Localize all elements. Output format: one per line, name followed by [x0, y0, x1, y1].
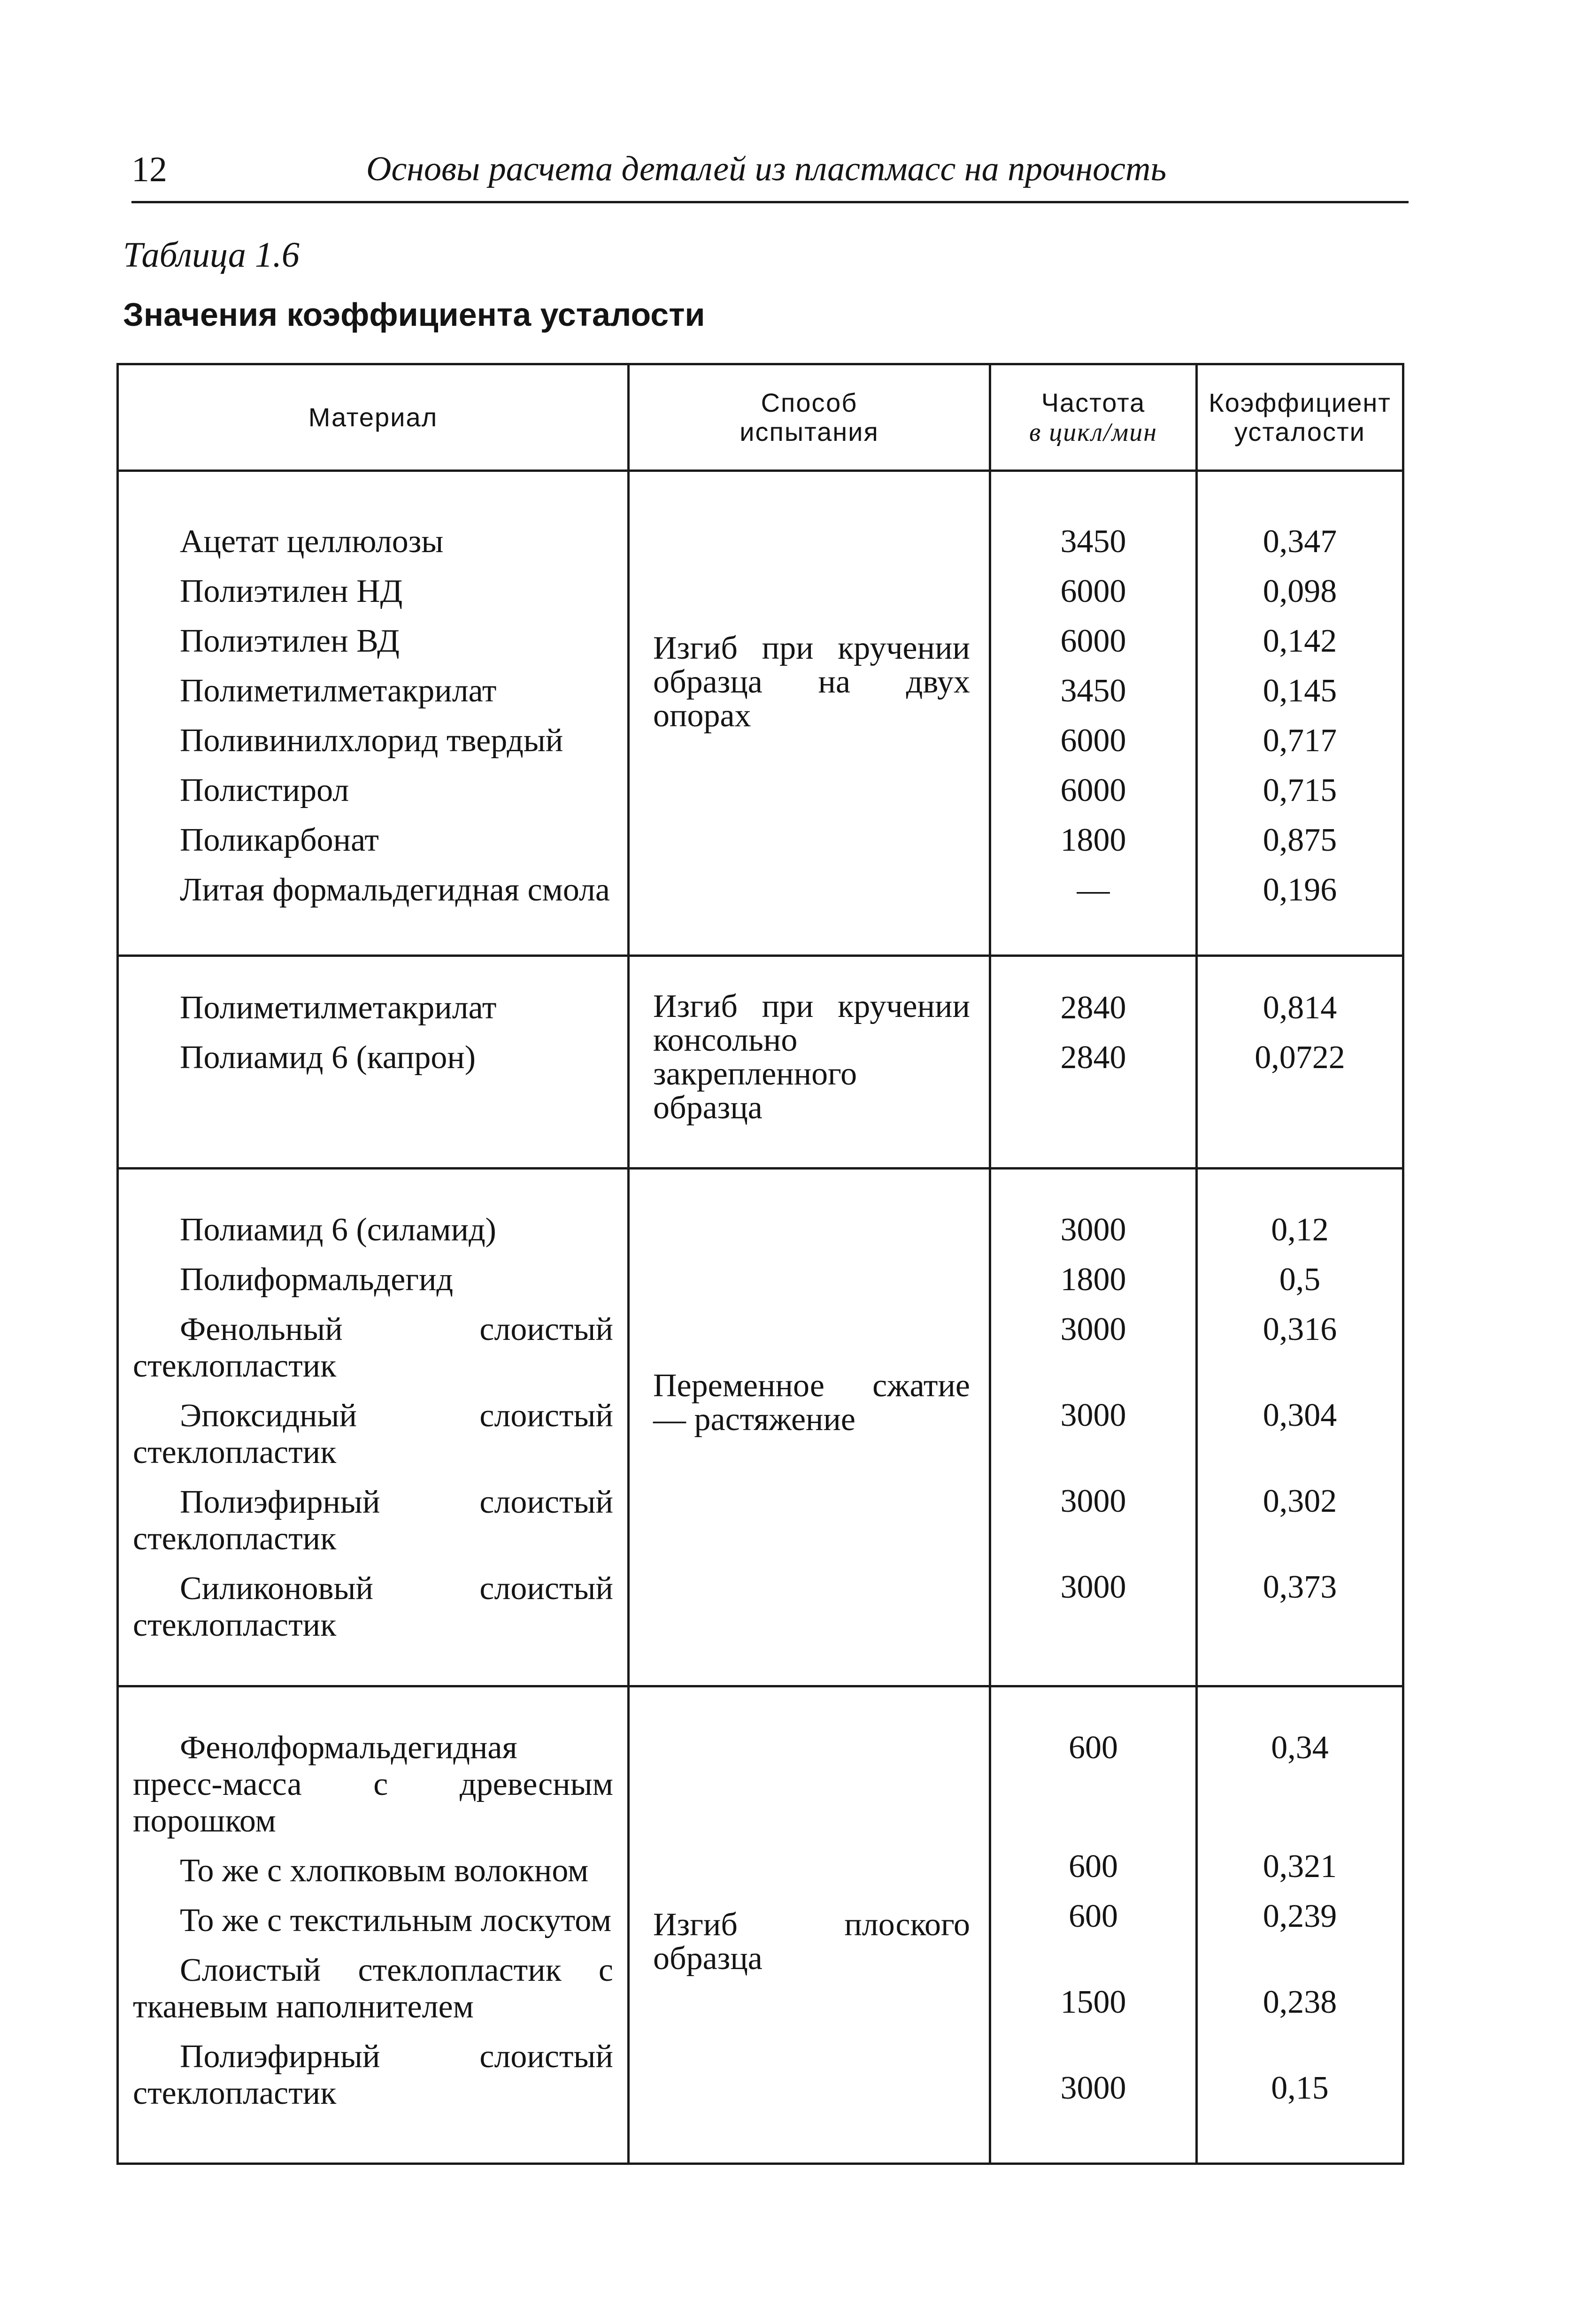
coefficient-value: 0,196: [1263, 872, 1337, 908]
col-header-method: Способ испытания: [629, 364, 990, 471]
frequency-cell: [990, 1169, 1197, 1686]
frequency-value: 1800: [1060, 1262, 1126, 1298]
coefficient-value: 0,715: [1263, 772, 1337, 808]
table-group-3: [118, 1169, 1403, 1686]
material-name: Полиамид 6 (капрон): [180, 1039, 476, 1076]
frequency-value: 3000: [1060, 1569, 1126, 1605]
frequency-value: 600: [1069, 1730, 1118, 1766]
frequency-value: 3000: [1060, 1212, 1126, 1248]
page-header: [131, 145, 1409, 203]
method-cell: [629, 1686, 990, 2164]
table-group-4: [118, 1686, 1403, 2164]
material-name: Силиконовый слоистый стеклопластик: [133, 1570, 613, 1643]
frequency-value: 6000: [1060, 623, 1126, 659]
table-caption: Таблица 1.6: [123, 235, 300, 275]
material-name: Полиамид 6 (силамид): [180, 1212, 496, 1248]
running-title: Основы расчета деталей из пластмасс на прочность: [366, 150, 1167, 188]
coefficient-value: 0,316: [1263, 1311, 1337, 1347]
frequency-cell: [990, 956, 1197, 1169]
material-name: Полиэтилен НД: [180, 573, 403, 609]
table-group-1: [118, 471, 1403, 956]
material-name: Полиформальдегид: [180, 1262, 454, 1298]
col-header-frequency: Частота в цикл/мин: [990, 364, 1197, 471]
coefficient-value: 0,717: [1263, 723, 1337, 759]
material-name: Ацетат целлюлозы: [180, 523, 444, 560]
test-method: Переменное сжатие — растяжение: [653, 1368, 970, 1438]
coefficient-value: 0,15: [1271, 2070, 1329, 2106]
frequency-value: 2840: [1060, 990, 1126, 1026]
material-name: Полиэфирный слоистый стеклопластик: [133, 2039, 613, 2111]
frequency-cell: [990, 1686, 1197, 2164]
table-header-row: [118, 364, 1403, 471]
materials-cell: [118, 1169, 629, 1686]
frequency-cell: [990, 471, 1197, 956]
material-name: Полиэфирный слоистый стеклопластик: [133, 1484, 613, 1557]
materials-cell: [118, 956, 629, 1169]
coefficient-value: 0,098: [1263, 573, 1337, 609]
materials-cell: [118, 471, 629, 956]
table-group-2: [118, 956, 1403, 1169]
coefficient-cell: [1197, 956, 1403, 1169]
method-cell: [629, 956, 990, 1169]
test-method: Изгиб при кручении образца на двух опорах: [653, 630, 970, 734]
fatigue-table: [116, 363, 1404, 2165]
frequency-value: 6000: [1060, 573, 1126, 609]
table-title: Значения коэффициента усталости: [123, 296, 705, 333]
frequency-value: 3450: [1060, 673, 1126, 709]
frequency-value: 3000: [1060, 2070, 1126, 2106]
coefficient-cell: [1197, 471, 1403, 956]
material-name: Полиэтилен ВД: [180, 623, 400, 659]
frequency-value: 1800: [1060, 822, 1126, 858]
material-name: Полиметилметакрилат: [180, 990, 497, 1026]
method-cell: [629, 1169, 990, 1686]
frequency-value: 1500: [1060, 1984, 1126, 2020]
frequency-value: 3000: [1060, 1311, 1126, 1347]
frequency-value: 3450: [1060, 523, 1126, 560]
coefficient-value: 0,238: [1263, 1984, 1337, 2020]
test-method: Изгиб плоского образца: [653, 1907, 970, 1977]
frequency-value: 6000: [1060, 723, 1126, 759]
page-number: 12: [131, 150, 167, 189]
coefficient-value: 0,814: [1263, 990, 1337, 1026]
coefficient-cell: [1197, 1686, 1403, 2164]
material-name: Фенольный слоистый стеклопластик: [133, 1311, 613, 1384]
material-name: То же с хлопковым волокном: [180, 1853, 589, 1889]
material-name: Поликарбонат: [180, 822, 379, 858]
materials-cell: [118, 1686, 629, 2164]
material-name: Фенолформальдегидная пресс-масса с древесным порошком: [133, 1730, 613, 1839]
coefficient-value: 0,239: [1263, 1898, 1337, 1934]
frequency-value: —: [1077, 872, 1110, 908]
material-name: Полистирол: [180, 772, 349, 808]
coefficient-value: 0,5: [1279, 1262, 1321, 1298]
coefficient-value: 0,302: [1263, 1483, 1337, 1519]
material-name: Поливинилхлорид твердый: [180, 723, 563, 759]
coefficient-value: 0,12: [1271, 1212, 1329, 1248]
material-name: Полиметилметакрилат: [180, 673, 497, 709]
col-header-coefficient: Коэффициент усталости: [1197, 364, 1403, 471]
material-name: То же с текстильным лоскутом: [180, 1902, 612, 1939]
frequency-value: 600: [1069, 1848, 1118, 1885]
material-name: Литая формальдегидная смола: [180, 872, 610, 908]
frequency-value: 600: [1069, 1898, 1118, 1934]
coefficient-value: 0,304: [1263, 1397, 1337, 1433]
coefficient-value: 0,0722: [1255, 1039, 1345, 1076]
coefficient-cell: [1197, 1169, 1403, 1686]
frequency-value: 3000: [1060, 1483, 1126, 1519]
method-cell: [629, 471, 990, 956]
test-method: Изгиб при кручении консольно закрепленного образца: [653, 988, 970, 1126]
coefficient-value: 0,373: [1263, 1569, 1337, 1605]
coefficient-value: 0,347: [1263, 523, 1337, 560]
coefficient-value: 0,142: [1263, 623, 1337, 659]
material-name: Слоистый стеклопластик с тканевым наполнителем: [133, 1952, 613, 2025]
frequency-value: 6000: [1060, 772, 1126, 808]
coefficient-value: 0,875: [1263, 822, 1337, 858]
col-header-material: Материал: [118, 364, 629, 471]
coefficient-value: 0,321: [1263, 1848, 1337, 1885]
material-name: Эпоксидный слоистый стеклопластик: [133, 1398, 613, 1470]
coefficient-value: 0,145: [1263, 673, 1337, 709]
frequency-value: 3000: [1060, 1397, 1126, 1433]
coefficient-value: 0,34: [1271, 1730, 1329, 1766]
frequency-value: 2840: [1060, 1039, 1126, 1076]
